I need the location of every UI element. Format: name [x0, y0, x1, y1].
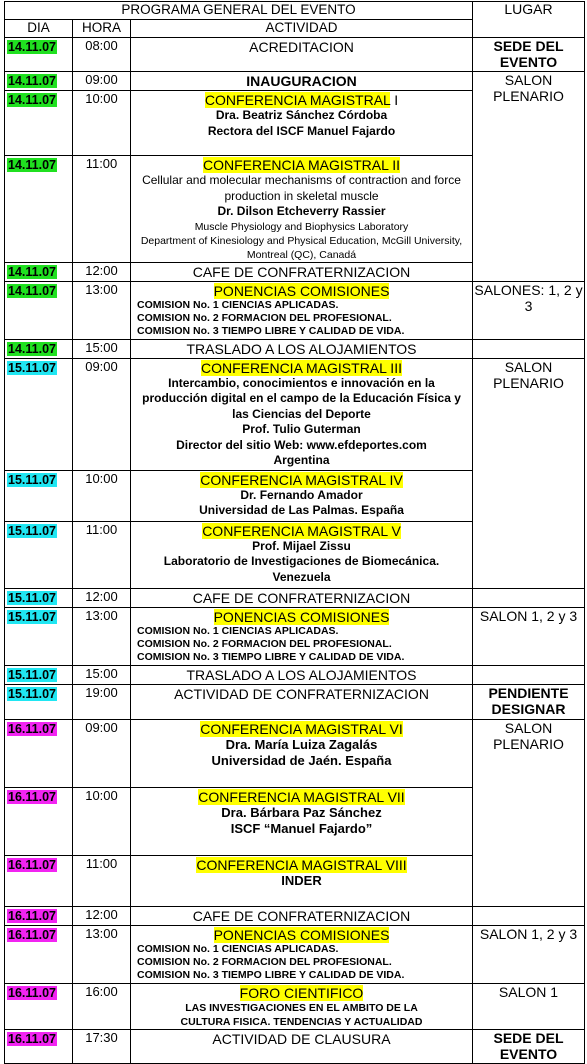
activity-title: ACTIVIDAD DE CLAUSURA [212, 1030, 391, 1047]
date-badge: 15.11.07 [8, 472, 56, 487]
date-badge: 15.11.07 [8, 667, 56, 682]
lugar-cell: SALON 1 [473, 983, 585, 1029]
conference-title: CONFERENCIA MAGISTRAL VII [198, 788, 405, 805]
conference-topic: Intercambio, conocimientos e innovación en la producción digital en el campo de la Educación Física y las Ciencias del Deporte [142, 375, 461, 421]
speaker-name: Dr. Dilson Etcheverry Rassier [217, 204, 386, 218]
time-cell: 10:00 [73, 787, 131, 855]
lugar-cell: SALON 1, 2 y 3 [473, 607, 585, 665]
activity-title: CAFE DE CONFRATERNIZACION [192, 589, 411, 606]
date-cell [5, 855, 73, 906]
date-badge: 16.11.07 [8, 908, 56, 923]
date-cell [5, 983, 73, 1029]
speaker-affiliation: INDER [281, 872, 322, 888]
activity-title: ACREDITACION [249, 39, 354, 55]
forum-topic: LAS INVESTIGACIONES EN EL AMBITO DE LA CULTURA FISICA. TENDENCIAS Y ACTUALIDAD [180, 1001, 423, 1028]
activity-cell [131, 719, 473, 787]
activity-cell [131, 787, 473, 855]
table-row [5, 281, 585, 339]
lugar-cell-plenario: SALON PLENARIO [473, 72, 585, 282]
table-row [5, 983, 585, 1029]
activity-cell [131, 925, 473, 983]
activity-cell [131, 906, 473, 925]
date-cell [5, 588, 73, 607]
date-cell [5, 339, 73, 358]
speaker-name: Dra. María Luiza Zagalás [225, 736, 378, 752]
activity-cell [131, 470, 473, 521]
program-title: PROGRAMA GENERAL DEL EVENTO [5, 2, 473, 20]
time-cell: 10:00 [73, 470, 131, 521]
date-badge: 15.11.07 [8, 360, 56, 375]
date-cell [5, 665, 73, 684]
commission-item: COMISION No. 1 CIENCIAS APLICADAS. [137, 624, 339, 637]
time-cell: 17:30 [73, 1029, 131, 1063]
activity-cell [131, 1029, 473, 1063]
date-badge: 16.11.07 [8, 985, 56, 1000]
activity-cell [131, 588, 473, 607]
date-badge: 15.11.07 [8, 609, 56, 624]
commission-item: COMISION No. 2 FORMACION DEL PROFESIONAL. [137, 955, 392, 968]
table-header-row [5, 2, 585, 20]
activity-cell [131, 38, 473, 72]
conference-title: CONFERENCIA MAGISTRAL VI [200, 720, 403, 737]
date-badge: 15.11.07 [8, 590, 56, 605]
event-schedule-table [4, 1, 585, 1064]
table-row [5, 72, 585, 91]
date-badge: 14.11.07 [8, 283, 56, 298]
commission-item: COMISION No. 3 TIEMPO LIBRE Y CALIDAD DE VIDA. [137, 324, 405, 337]
table-row [5, 607, 585, 665]
date-cell [5, 72, 73, 91]
table-row [5, 38, 585, 72]
lugar-cell-empty [473, 665, 585, 684]
conference-title-suffix: I [390, 92, 399, 108]
time-cell: 16:00 [73, 983, 131, 1029]
activity-cell [131, 521, 473, 588]
table-row [5, 719, 585, 787]
table-row [5, 665, 585, 684]
table-row [5, 339, 585, 358]
activity-title: TRASLADO A LOS ALOJAMIENTOS [186, 666, 417, 683]
date-cell [5, 156, 73, 263]
activity-cell [131, 262, 473, 281]
time-cell: 15:00 [73, 665, 131, 684]
time-cell: 11:00 [73, 521, 131, 588]
lugar-cell: SALON 1, 2 y 3 [473, 925, 585, 983]
table-row [5, 588, 585, 607]
speaker-name: Prof. Mijael Zissu [252, 538, 351, 553]
activity-cell [131, 339, 473, 358]
date-cell [5, 91, 73, 156]
activity-title: PONENCIAS COMISIONES [213, 282, 390, 299]
conference-title: CONFERENCIA MAGISTRAL V [202, 522, 401, 539]
date-badge: 14.11.07 [8, 158, 56, 172]
commission-item: COMISION No. 2 FORMACION DEL PROFESIONAL. [137, 637, 392, 650]
date-badge: 16.11.07 [8, 927, 56, 942]
table-row [5, 1029, 585, 1063]
conference-topic: Cellular and molecular mechanisms of contraction and force production in skeletal muscle [142, 173, 461, 203]
date-badge: 14.11.07 [8, 341, 56, 356]
date-cell [5, 906, 73, 925]
date-badge: 15.11.07 [8, 686, 56, 701]
conference-title: CONFERENCIA MAGISTRAL IV [200, 471, 403, 488]
lugar-cell-empty [473, 588, 585, 607]
time-cell: 13:00 [73, 607, 131, 665]
date-cell [5, 925, 73, 983]
activity-cell [131, 72, 473, 91]
speaker-affiliation: ISCF “Manuel Fajardo” [230, 820, 373, 836]
conference-title: CONFERENCIA MAGISTRAL VIII [196, 856, 407, 873]
time-cell: 08:00 [73, 38, 131, 72]
time-cell: 12:00 [73, 262, 131, 281]
table-row [5, 925, 585, 983]
date-cell [5, 684, 73, 719]
activity-cell [131, 156, 473, 263]
time-cell: 12:00 [73, 906, 131, 925]
speaker-name: Dra. Beatriz Sánchez Córdoba [215, 108, 388, 122]
activity-title: FORO CIENTIFICO [239, 984, 364, 1001]
activity-cell [131, 358, 473, 470]
time-cell: 13:00 [73, 925, 131, 983]
conference-title: CONFERENCIA MAGISTRAL II [202, 157, 401, 173]
time-cell: 15:00 [73, 339, 131, 358]
speaker-role: Director del sitio Web: www.efdeportes.com [176, 437, 427, 452]
date-cell [5, 262, 73, 281]
activity-title: INAUGURACION [246, 73, 357, 89]
col-header-hora: HORA [73, 20, 131, 38]
time-cell: 11:00 [73, 855, 131, 906]
activity-cell [131, 607, 473, 665]
activity-title: ACTIVIDAD DE CONFRATERNIZACION [174, 685, 429, 702]
conference-title: CONFERENCIA MAGISTRAL [204, 92, 391, 108]
speaker-affiliation: Department of Kinesiology and Physical Education, McGill University, Montreal (QC), Canadá [140, 234, 463, 261]
time-cell: 12:00 [73, 588, 131, 607]
table-row [5, 906, 585, 925]
time-cell: 09:00 [73, 719, 131, 787]
activity-cell [131, 665, 473, 684]
activity-title: PONENCIAS COMISIONES [213, 608, 390, 625]
date-cell [5, 470, 73, 521]
col-header-actividad: ACTIVIDAD [131, 20, 473, 38]
speaker-affiliation: Universidad de Las Palmas. España [199, 503, 404, 517]
date-badge: 16.11.07 [8, 721, 56, 736]
speaker-lab: Muscle Physiology and Biophysics Laboratory [194, 220, 409, 233]
speaker-affiliation: Laboratorio de Investigaciones de Biomecánica. Venezuela [163, 554, 440, 584]
commission-item: COMISION No. 3 TIEMPO LIBRE Y CALIDAD DE VIDA. [137, 968, 405, 981]
lugar-cell: PENDIENTE DESIGNAR [473, 684, 585, 719]
speaker-affiliation: Rectora del ISCF Manuel Fajardo [207, 123, 396, 138]
date-badge: 16.11.07 [8, 857, 56, 872]
time-cell: 11:00 [73, 156, 131, 263]
activity-title: CAFE DE CONFRATERNIZACION [192, 907, 411, 924]
date-cell [5, 719, 73, 787]
date-badge: 14.11.07 [8, 40, 56, 54]
date-badge: 15.11.07 [8, 523, 56, 538]
lugar-cell-plenario: SALON PLENARIO [473, 358, 585, 588]
date-badge: 14.11.07 [8, 264, 56, 279]
time-cell: 09:00 [73, 358, 131, 470]
table-row [5, 684, 585, 719]
date-cell [5, 607, 73, 665]
conference-title: CONFERENCIA MAGISTRAL III [201, 359, 402, 376]
date-cell [5, 1029, 73, 1063]
activity-title: CAFE DE CONFRATERNIZACION [192, 263, 411, 280]
activity-cell [131, 983, 473, 1029]
lugar-cell: SALONES: 1, 2 y 3 [473, 281, 585, 339]
col-header-dia: DIA [5, 20, 73, 38]
date-badge: 14.11.07 [8, 74, 56, 88]
speaker-name: Prof. Tulio Guterman [242, 422, 361, 436]
activity-title: TRASLADO A LOS ALOJAMIENTOS [186, 340, 417, 357]
date-badge: 16.11.07 [8, 1031, 56, 1046]
lugar-cell: SEDE DEL EVENTO [473, 1029, 585, 1063]
date-badge: 16.11.07 [8, 789, 56, 804]
speaker-name: Dra. Bárbara Paz Sánchez [221, 804, 382, 820]
lugar-cell-empty [473, 906, 585, 925]
speaker-name: Dr. Fernando Amador [240, 487, 363, 502]
activity-cell [131, 855, 473, 906]
col-header-lugar: LUGAR [473, 2, 585, 38]
commission-item: COMISION No. 2 FORMACION DEL PROFESIONAL. [137, 311, 392, 324]
time-cell: 13:00 [73, 281, 131, 339]
lugar-cell-plenario: SALON PLENARIO [473, 719, 585, 906]
speaker-affiliation: Universidad de Jaén. España [211, 752, 392, 768]
activity-title: PONENCIAS COMISIONES [213, 926, 390, 943]
date-cell [5, 281, 73, 339]
table-row [5, 358, 585, 470]
commission-item: COMISION No. 3 TIEMPO LIBRE Y CALIDAD DE VIDA. [137, 650, 405, 663]
activity-cell [131, 281, 473, 339]
date-cell [5, 521, 73, 588]
date-cell [5, 787, 73, 855]
activity-cell [131, 684, 473, 719]
date-badge: 14.11.07 [8, 93, 56, 107]
lugar-cell: SEDE DEL EVENTO [473, 38, 585, 72]
time-cell: 09:00 [73, 72, 131, 91]
commission-item: COMISION No. 1 CIENCIAS APLICADAS. [137, 942, 339, 955]
date-cell [5, 358, 73, 470]
time-cell: 10:00 [73, 91, 131, 156]
speaker-country: Argentina [273, 453, 330, 467]
activity-cell [131, 91, 473, 156]
date-cell [5, 38, 73, 72]
lugar-cell-empty [473, 339, 585, 358]
commission-item: COMISION No. 1 CIENCIAS APLICADAS. [137, 298, 339, 311]
time-cell: 19:00 [73, 684, 131, 719]
